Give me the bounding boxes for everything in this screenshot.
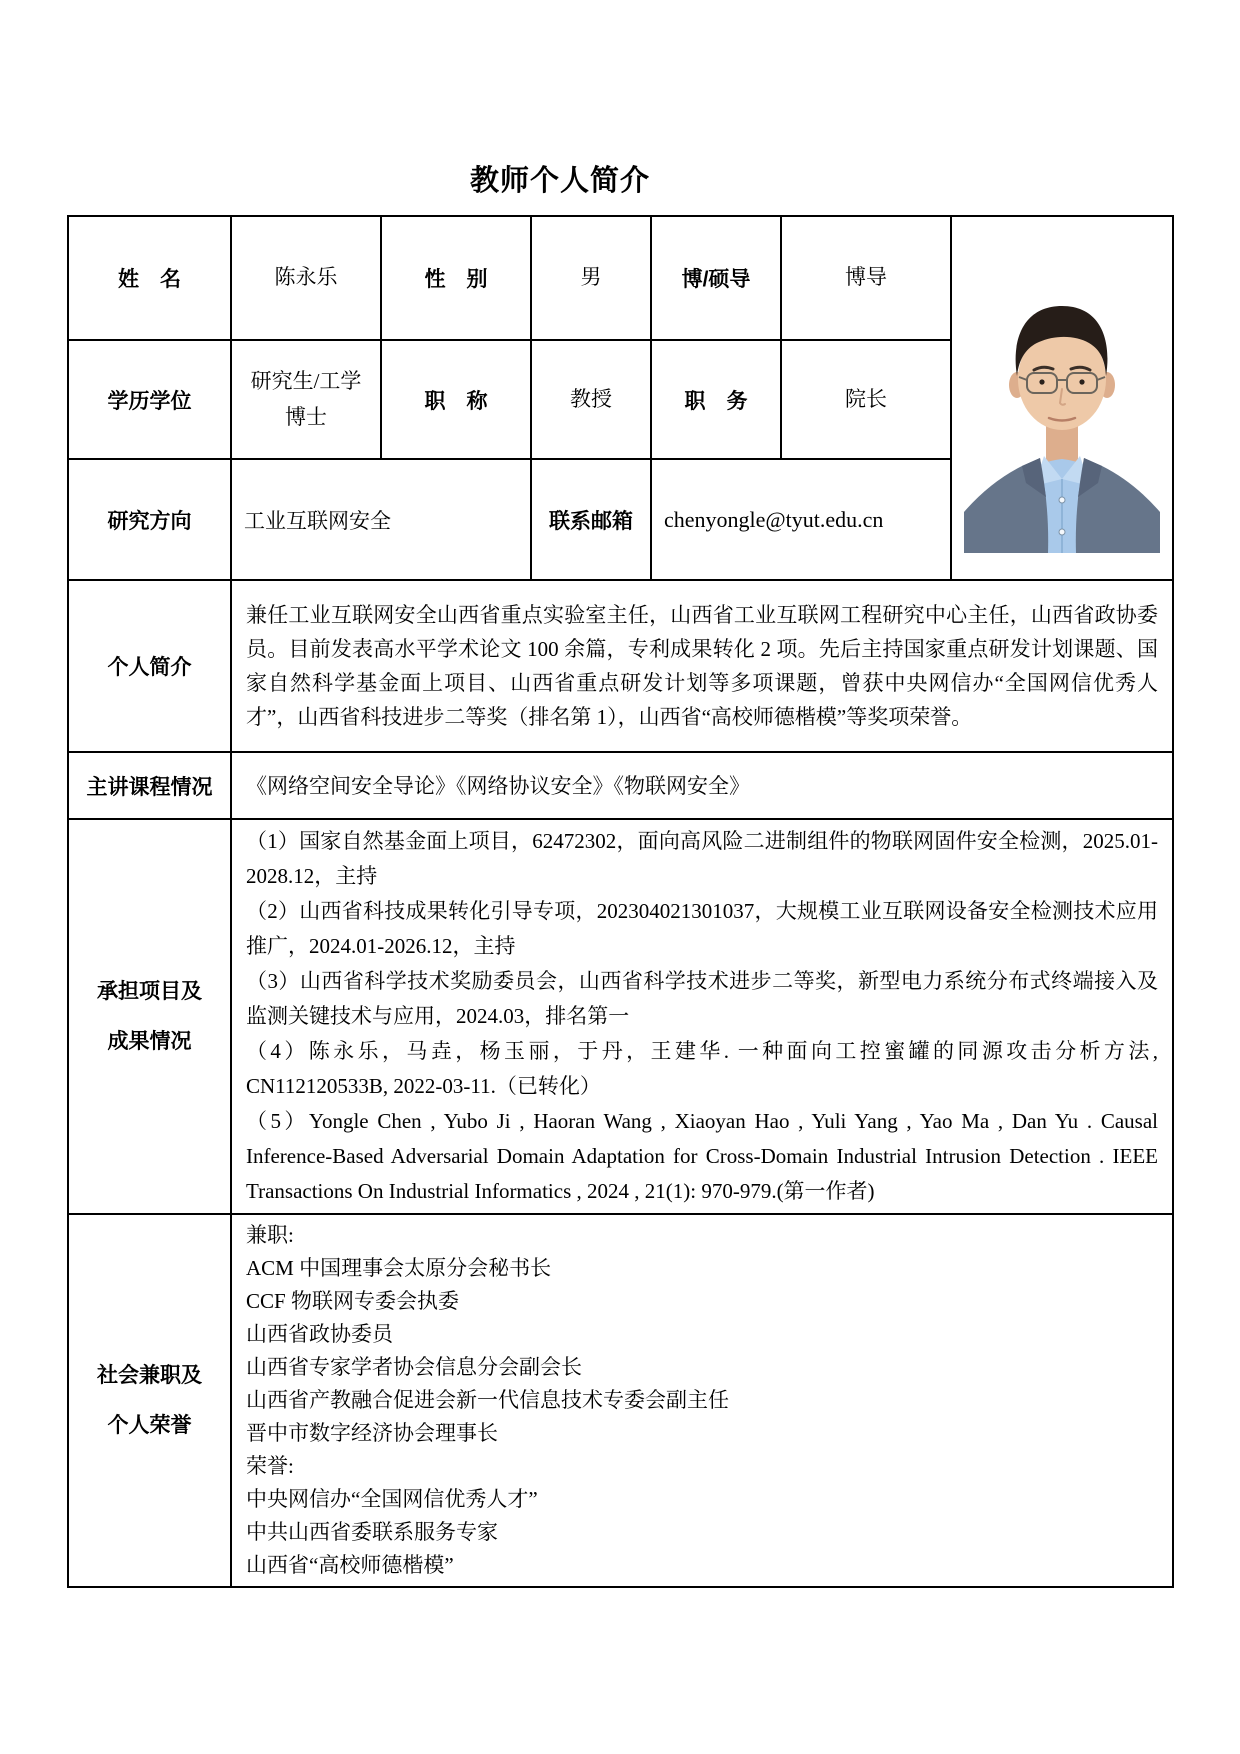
education-value: 研究生/工学博士 — [231, 340, 381, 459]
courses-text — [231, 752, 1173, 819]
projects-label-line1: 承担项目及 — [97, 979, 202, 1003]
email-value: chenyongle@tyut.edu.cn — [651, 459, 951, 580]
project-item: （2）山西省科技成果转化引导专项，202304021301037，大规模工业互联网设备安全检测技术应用推广，2024.01-2026.12，主持 — [246, 899, 1158, 958]
social-line: ACM 中国理事会太原分会秘书长 — [246, 1256, 552, 1280]
project-item: （5）Yongle Chen , Yubo Ji , Haoran Wang , Xiaoyan Hao , Yuli Yang , Yao Ma , Dan Yu . Causal Inference-Based Adversarial Domain Adaptation for Cross-Domain Industrial Intrusion Detection . IEEE Transactions On Industrial Informatics , 2024 , 21(1): 970-979.(第一作者) — [246, 1109, 1158, 1203]
duty-label: 职 务 — [651, 340, 781, 459]
social-label — [68, 1214, 231, 1587]
projects-label — [68, 819, 231, 1214]
social-label-line2: 个人荣誉 — [107, 1413, 192, 1437]
social-line: 中共山西省委联系服务专家 — [246, 1520, 498, 1544]
shirt-button — [1059, 497, 1065, 503]
social-text — [231, 1214, 1173, 1587]
research-label: 研究方向 — [68, 459, 231, 580]
education-label: 学历学位 — [68, 340, 231, 459]
duty-value: 院长 — [781, 340, 951, 459]
gender-label: 性 别 — [381, 216, 531, 340]
page-title: 教师个人简介 — [469, 165, 650, 197]
left-eye — [1039, 379, 1044, 384]
title-value: 教授 — [531, 340, 651, 459]
project-item: （4）陈永乐，马垚，杨玉丽，于丹，王建华. 一种面向工控蜜罐的同源攻击分析方法, CN112120533B, 2022-03-11.（已转化） — [246, 1039, 1158, 1098]
social-line: 山西省“高校师德楷模” — [246, 1553, 454, 1577]
email-label: 联系邮箱 — [531, 459, 651, 580]
social-line: 山西省产教融合促进会新一代信息技术专委会副主任 — [246, 1388, 729, 1412]
title-label: 职 称 — [381, 340, 531, 459]
projects-label-line2: 成果情况 — [107, 1029, 192, 1053]
name-value: 陈永乐 — [231, 216, 381, 340]
social-line: 山西省专家学者协会信息分会副会长 — [246, 1355, 582, 1379]
table-row — [68, 819, 1173, 1214]
portrait-photo — [964, 269, 1160, 558]
table-row — [68, 216, 1173, 340]
social-line: 山西省政协委员 — [246, 1322, 393, 1346]
table-row — [68, 1214, 1173, 1587]
project-item: （1）国家自然基金面上项目，62472302，面向高风险二进制组件的物联网固件安全检测，2025.01-2028.12，主持 — [246, 829, 1158, 888]
social-label-line1: 社会兼职及 — [97, 1363, 202, 1387]
photo-cell — [951, 216, 1173, 580]
intro-label: 个人简介 — [68, 580, 231, 752]
courses-label: 主讲课程情况 — [68, 752, 231, 819]
gender-value: 男 — [531, 216, 651, 340]
intro-paragraph: 兼任工业互联网安全山西省重点实验室主任，山西省工业互联网工程研究中心主任，山西省政协委员。目前发表高水平学术论文 100 余篇，专利成果转化 2 项。先后主持国家重点研发计划课题、国家自然科学基金面上项目、山西省重点研发计划等多项课题，曾获中央网信办“全国网信优秀人才”，山西省科技进步二等奖（排名第 1），山西省“高校师德楷模”等奖项荣誉。 — [246, 603, 1158, 729]
social-line: CCF 物联网专委会执委 — [246, 1289, 459, 1313]
research-value: 工业互联网安全 — [231, 459, 531, 580]
social-line: 荣誉: — [246, 1454, 294, 1478]
courses-paragraph: 《网络空间安全导论》《网络协议安全》《物联网安全》 — [246, 773, 750, 798]
right-eye — [1079, 379, 1084, 384]
social-line: 兼职: — [246, 1223, 294, 1247]
name-label: 姓 名 — [68, 216, 231, 340]
mentor-label: 博/硕导 — [651, 216, 781, 340]
intro-text — [231, 580, 1173, 752]
mentor-value: 博导 — [781, 216, 951, 340]
project-item: （3）山西省科学技术奖励委员会，山西省科学技术进步二等奖，新型电力系统分布式终端接入及监测关键技术与应用，2024.03，排名第一 — [246, 969, 1158, 1028]
table-row — [68, 580, 1173, 752]
social-line: 晋中市数字经济协会理事长 — [246, 1421, 498, 1445]
table-row — [68, 752, 1173, 819]
social-line: 中央网信办“全国网信优秀人才” — [246, 1487, 538, 1511]
profile-table — [67, 215, 1174, 1588]
projects-text — [231, 819, 1173, 1214]
shirt-button — [1059, 529, 1065, 535]
